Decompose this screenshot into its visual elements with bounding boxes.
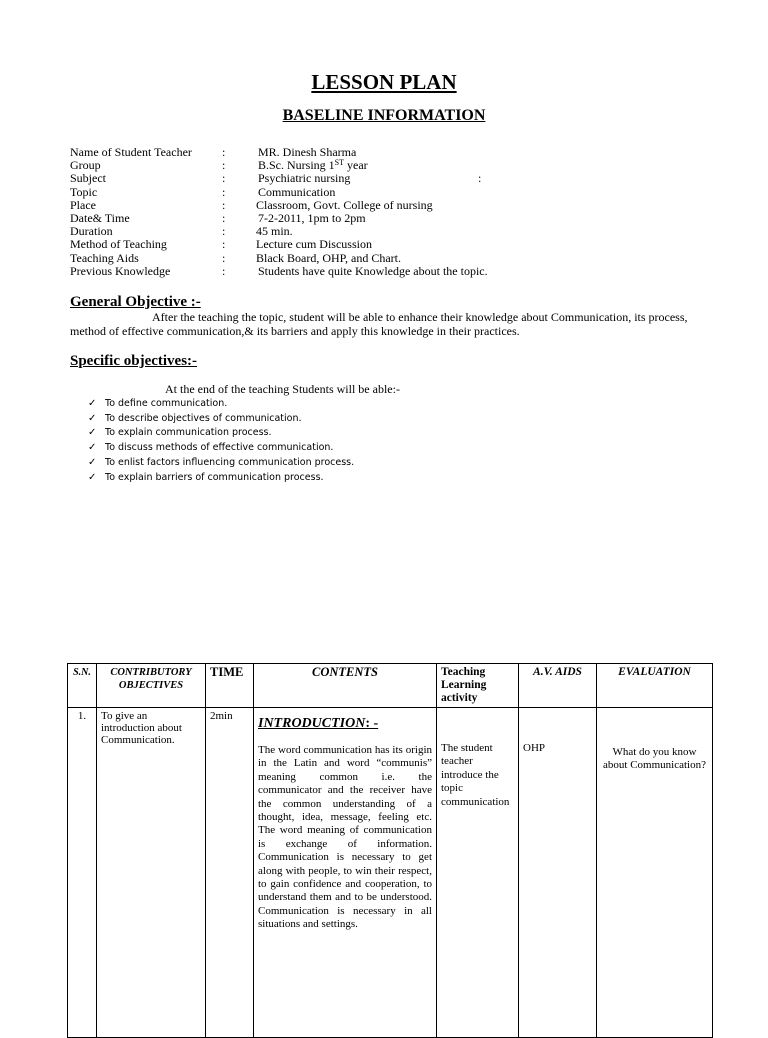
list-item-text: To define communication.	[105, 398, 228, 409]
header-evaluation: EVALUATION	[597, 664, 713, 708]
baseline-label: Subject	[70, 171, 106, 186]
contents-text: The word communication has its origin in the Latin and word “communis” meaning common i.e. the communicator and the receiver have the common understanding of a thought, idea, message, feeling etc. The word meaning of communication is exchange of information. Communication is necessary to get along with people, to win their respect, to gain confidence and cooperation, to understand them and to be understood. Communication is necessary in all situations and settings.	[258, 744, 432, 931]
baseline-label: Group	[70, 158, 101, 173]
baseline-value: 45 min.	[256, 224, 293, 239]
check-icon: ✓	[88, 471, 97, 483]
baseline-value: Psychiatric nursing	[258, 171, 351, 186]
baseline-value: MR. Dinesh Sharma	[258, 145, 357, 159]
list-item-text: To describe objectives of communication.	[105, 412, 302, 424]
cell-tla: The student teacher introduce the topic communication	[437, 708, 519, 1038]
cell-contributory: To give an introduction about Communication.	[97, 708, 206, 1038]
baseline-separator: :	[222, 171, 226, 186]
specific-objectives-intro: At the end of the teaching Students will be able:-	[165, 382, 400, 396]
baseline-label: Duration	[70, 224, 113, 239]
baseline-separator: :	[222, 250, 226, 265]
baseline-value-sup: ST	[334, 158, 345, 168]
header-contributory: CONTRIBUTORY OBJECTIVES	[97, 664, 206, 708]
baseline-label: Date& Time	[70, 210, 130, 225]
baseline-separator: :	[222, 158, 226, 173]
baseline-label: Name of Student Teacher	[70, 145, 192, 159]
list-item-text: To explain barriers of communication process.	[105, 471, 324, 483]
general-objective-text: After the teaching the topic, student will be able to enhance their knowledge about Communication, its process, method of effective communication,& its barriers and apply this knowledge in their practices.	[70, 310, 688, 338]
baseline-value: Black Board, OHP, and Chart.	[256, 250, 401, 265]
header-time: TIME	[206, 664, 254, 708]
baseline-extra: :	[478, 171, 482, 186]
baseline-separator: :	[222, 263, 226, 278]
baseline-label: Method of Teaching	[70, 237, 167, 252]
list-item	[88, 471, 354, 486]
specific-objectives-heading: Specific objectives:-	[70, 353, 198, 369]
baseline-value: Students have quite Knowledge about the topic.	[258, 263, 488, 278]
list-item	[88, 456, 354, 471]
cell-sn: 1.	[68, 708, 97, 1038]
check-icon: ✓	[88, 442, 97, 454]
check-icon: ✓	[88, 412, 97, 424]
contents-heading-suffix: : -	[365, 716, 379, 731]
page-title: LESSON PLAN	[311, 70, 457, 94]
check-icon: ✓	[88, 398, 97, 409]
baseline-label: Place	[70, 197, 96, 212]
section-title-baseline: BASELINE INFORMATION	[282, 107, 486, 124]
baseline-value: Lecture cum Discussion	[256, 237, 372, 252]
specific-objectives-list	[88, 397, 354, 485]
list-item-text: To discuss methods of effective communication.	[105, 442, 334, 454]
baseline-separator: :	[222, 184, 226, 199]
table-header-row	[68, 664, 713, 708]
cell-time: 2min	[206, 708, 254, 1038]
header-sn: S.N.	[68, 664, 97, 708]
list-item-text: To enlist factors influencing communication process.	[105, 456, 355, 468]
lesson-plan-table	[67, 663, 713, 1038]
list-item	[88, 441, 354, 456]
header-tla: Teaching Learning activity	[437, 664, 519, 708]
contents-heading-text: INTRODUCTION	[258, 716, 366, 731]
baseline-label: Topic	[70, 184, 98, 199]
cell-contents	[254, 708, 437, 1038]
baseline-value: Classroom, Govt. College of nursing	[256, 197, 433, 212]
baseline-label: Previous Knowledge	[70, 263, 171, 278]
baseline-value: Communication	[258, 184, 336, 199]
check-icon: ✓	[88, 456, 97, 468]
list-item	[88, 412, 354, 427]
baseline-value: 7-2-2011, 1pm to 2pm	[258, 210, 366, 225]
baseline-value-suffix: year	[344, 158, 368, 173]
cell-evaluation: What do you know about Communication?	[597, 708, 713, 1038]
cell-av: OHP	[519, 708, 597, 1038]
baseline-separator: :	[222, 210, 226, 225]
header-contents: CONTENTS	[254, 664, 437, 708]
general-objective-heading: General Objective :-	[70, 294, 201, 310]
header-av: A.V. AIDS	[519, 664, 597, 708]
baseline-value-text: B.Sc. Nursing 1	[258, 158, 335, 173]
table-row	[68, 708, 713, 1038]
baseline-separator: :	[222, 224, 226, 239]
list-item	[88, 397, 354, 412]
contents-heading	[258, 716, 432, 732]
baseline-label: Teaching Aids	[70, 250, 139, 265]
check-icon: ✓	[88, 427, 97, 439]
baseline-separator: :	[222, 197, 226, 212]
list-item	[88, 426, 354, 441]
baseline-separator: :	[222, 237, 226, 252]
list-item-text: To explain communication process.	[105, 427, 272, 439]
baseline-separator: :	[222, 145, 226, 159]
